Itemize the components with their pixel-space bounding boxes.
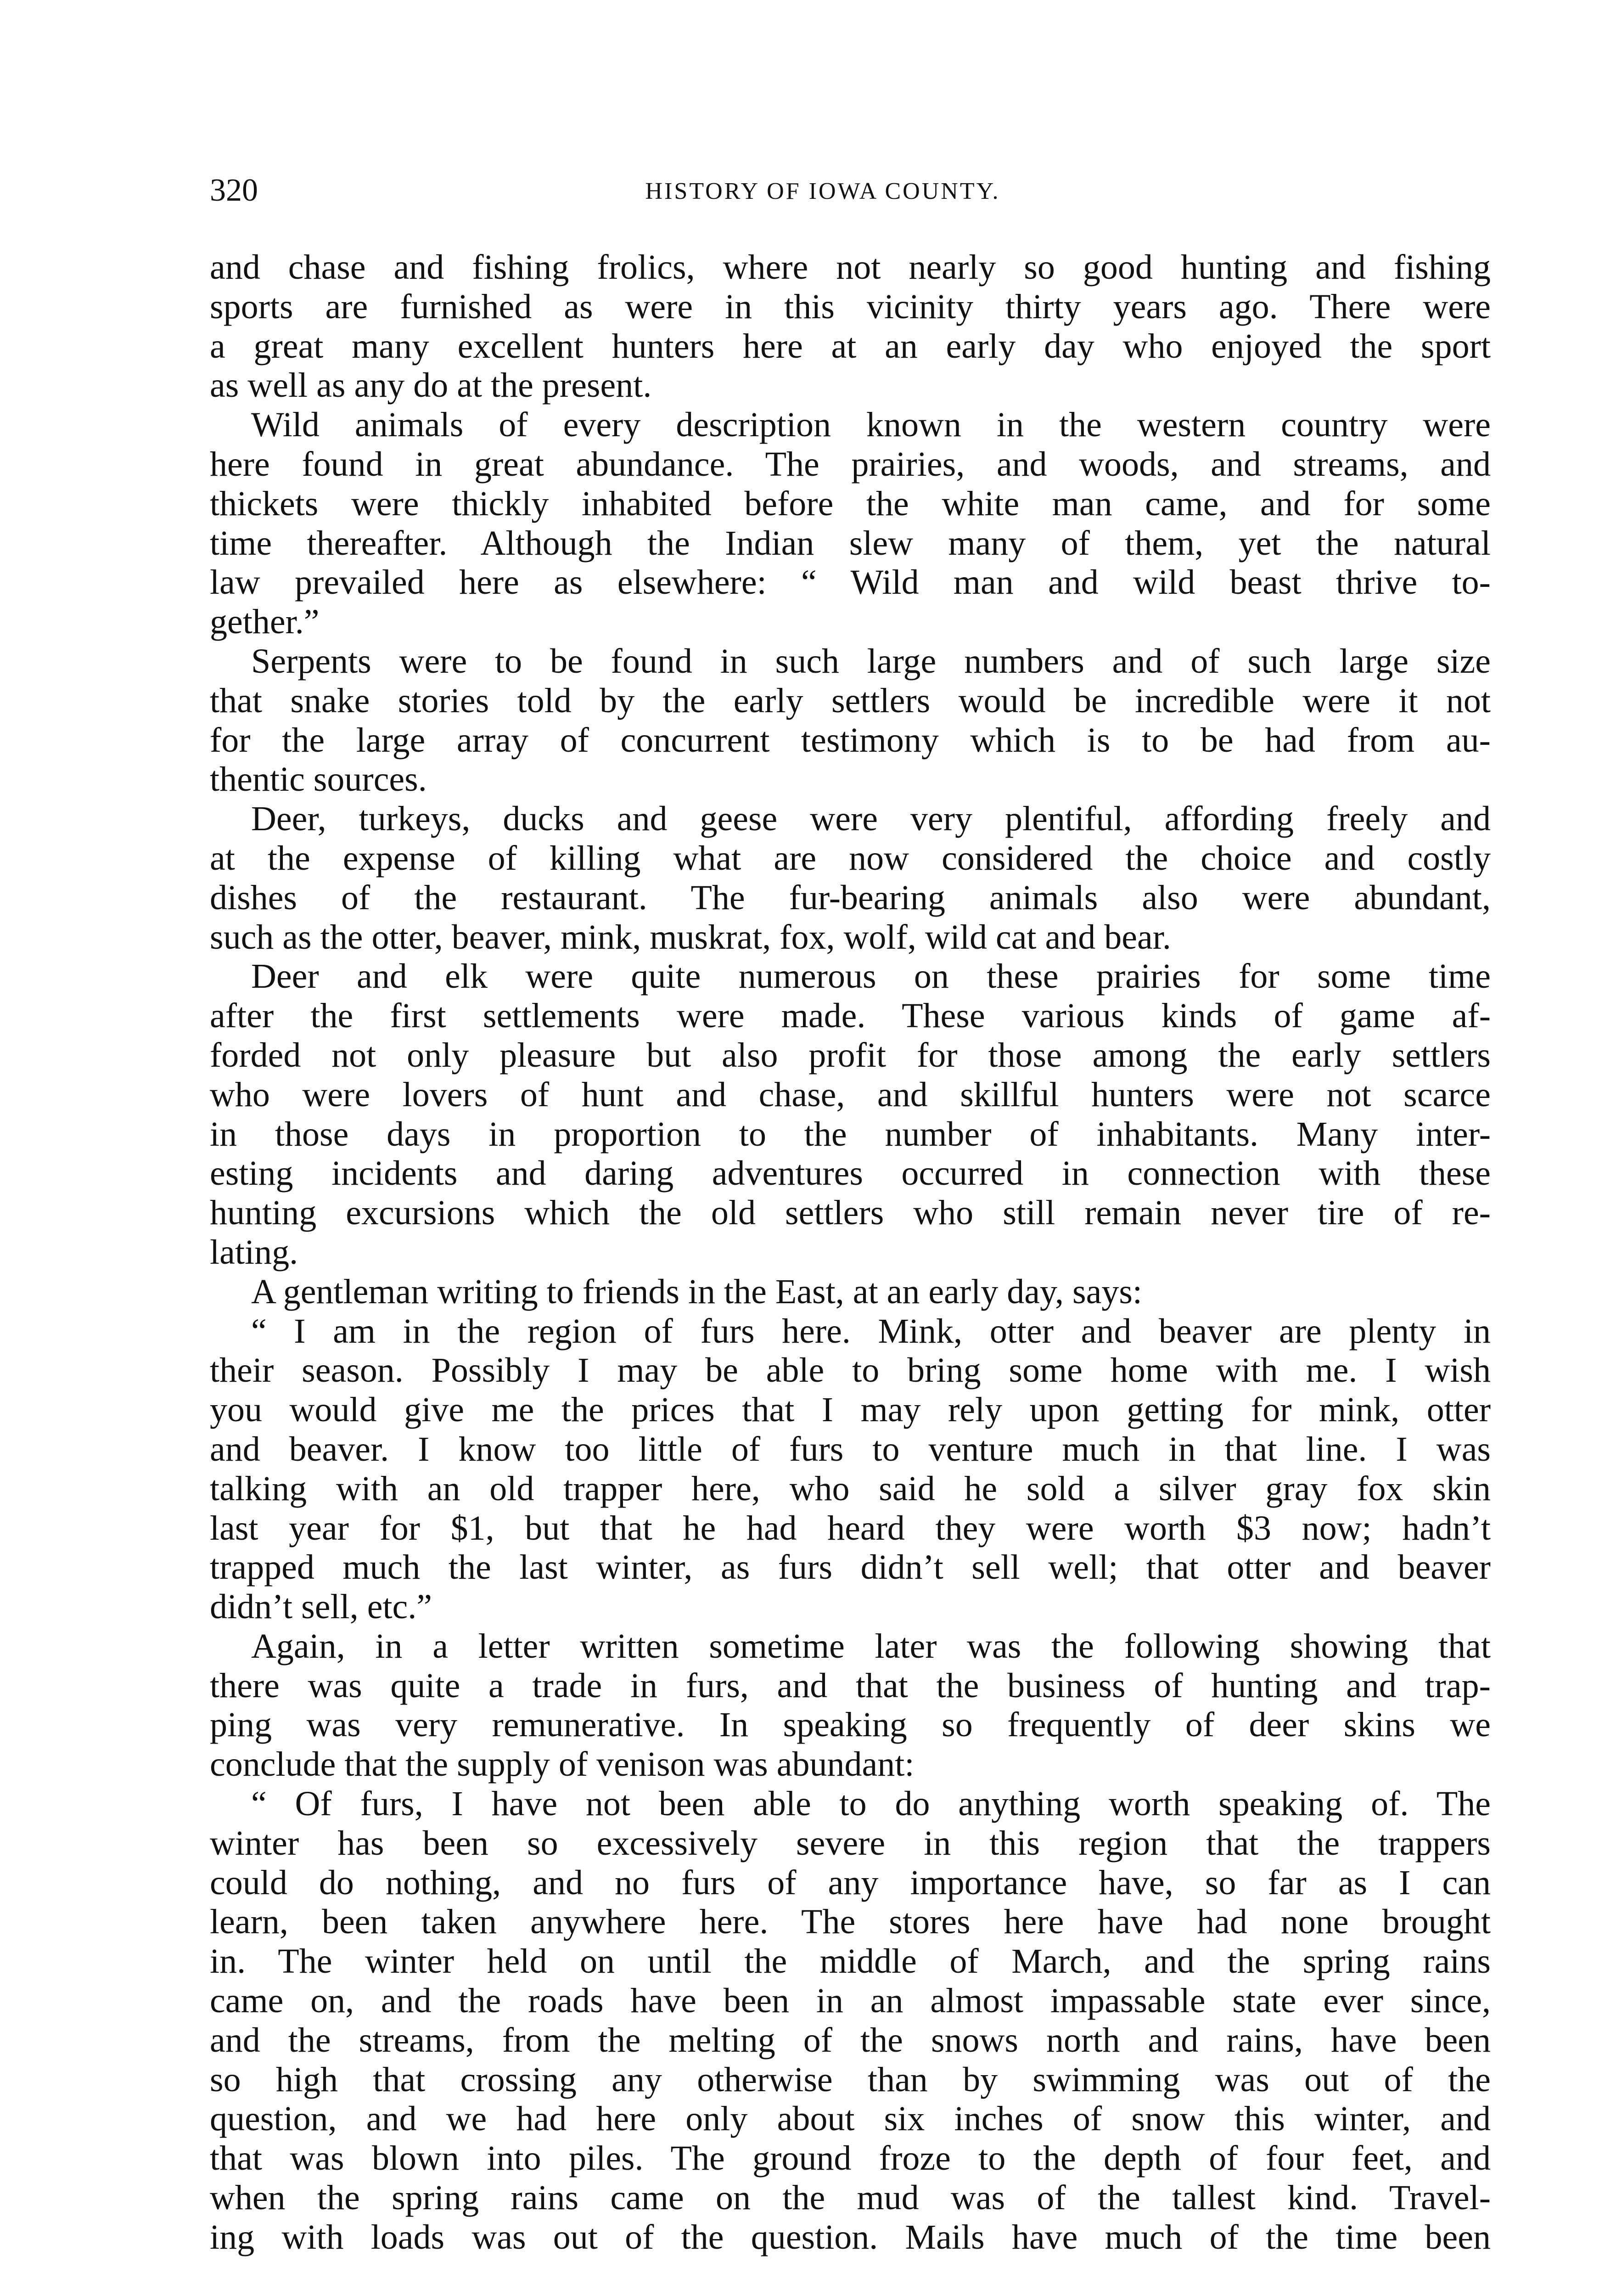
- text-line: “ I am in the region of furs here. Mink, otter and beaver are plenty in: [251, 1311, 1491, 1351]
- text-line: a great many excellent hunters here at an early day who enjoyed the sport: [210, 326, 1491, 366]
- text-line: “ Of furs, I have not been able to do anything worth speaking of. The: [251, 1784, 1491, 1823]
- text-line: law prevailed here as elsewhere: “ Wild man and wild beast thrive to-: [210, 563, 1491, 602]
- paragraph: [210, 1312, 1491, 1627]
- paragraph: [210, 799, 1491, 957]
- text-line: there was quite a trade in furs, and that the business of hunting and trap-: [210, 1666, 1491, 1705]
- text-line: dishes of the restaurant. The fur-bearing animals also were abundant,: [210, 878, 1491, 917]
- text-line: that was blown into piles. The ground froze to the depth of four feet, and: [210, 2139, 1491, 2178]
- text-line: question, and we had here only about six inches of snow this winter, and: [210, 2099, 1491, 2138]
- text-line: that snake stories told by the early settlers would be incredible were it not: [210, 681, 1491, 720]
- text-line: Deer and elk were quite numerous on these prairies for some time: [251, 957, 1491, 996]
- text-line: forded not only pleasure but also profit for those among the early settlers: [210, 1035, 1491, 1075]
- text-line: time thereafter. Although the Indian slew many of them, yet the natural: [210, 523, 1491, 563]
- text-line: thickets were thickly inhabited before the white man came, and for some: [210, 484, 1491, 523]
- running-title: HISTORY OF IOWA COUNTY.: [645, 178, 1000, 204]
- text-line: trapped much the last winter, as furs didn’t sell well; that otter and beaver: [210, 1548, 1491, 1587]
- text-line: ing with loads was out of the question. Mails have much of the time been: [210, 2217, 1491, 2257]
- text-line: lating.: [210, 1232, 298, 1272]
- text-line: hunting excursions which the old settlers who still remain never tire of re-: [210, 1193, 1491, 1232]
- text-line: when the spring rains came on the mud was of the tallest kind. Travel-: [210, 2178, 1491, 2217]
- paragraph: [210, 248, 1491, 405]
- text-line: for the large array of concurrent testimony which is to be had from au-: [210, 720, 1491, 760]
- text-line: at the expense of killing what are now considered the choice and costly: [210, 838, 1491, 878]
- text-line: learn, been taken anywhere here. The stores here have had none brought: [210, 1902, 1491, 1941]
- text-line: in. The winter held on until the middle of March, and the spring rains: [210, 1942, 1491, 1981]
- text-line: you would give me the prices that I may rely upon getting for mink, otter: [210, 1390, 1491, 1429]
- text-line: esting incidents and daring adventures occurred in connection with these: [210, 1154, 1491, 1193]
- text-line: last year for $1, but that he had heard they were worth $3 now; hadn’t: [210, 1508, 1491, 1548]
- text-line: winter has been so excessively severe in this region that the trappers: [210, 1823, 1491, 1863]
- text-line: Deer, turkeys, ducks and geese were very plentiful, affording freely and: [251, 799, 1491, 838]
- text-line: such as the otter, beaver, mink, muskrat, fox, wolf, wild cat and bear.: [210, 917, 1171, 957]
- paragraph: [210, 405, 1491, 642]
- text-line: their season. Possibly I may be able to bring some home with me. I wish: [210, 1351, 1491, 1390]
- text-line: came on, and the roads have been in an almost impassable state ever since,: [210, 1981, 1491, 2020]
- text-line: didn’t sell, etc.”: [210, 1587, 432, 1626]
- text-line: Wild animals of every description known in the western country were: [251, 405, 1491, 445]
- text-line: sports are furnished as were in this vicinity thirty years ago. There were: [210, 287, 1491, 326]
- text-line: gether.”: [210, 602, 320, 642]
- text-line: ping was very remunerative. In speaking so frequently of deer skins we: [210, 1705, 1491, 1745]
- text-line: Again, in a letter written sometime later was the following showing that: [251, 1626, 1491, 1666]
- text-line: so high that crossing any otherwise than by swimming was out of the: [210, 2060, 1491, 2099]
- text-line: could do nothing, and no furs of any importance have, so far as I can: [210, 1863, 1491, 1902]
- paragraph: [210, 957, 1491, 1272]
- running-header: [210, 172, 1491, 214]
- text-line: as well as any do at the present.: [210, 366, 652, 405]
- text-line: here found in great abundance. The prairies, and woods, and streams, and: [210, 445, 1491, 484]
- text-line: after the first settlements were made. These various kinds of game af-: [210, 996, 1491, 1035]
- text-line: in those days in proportion to the number of inhabitants. Many inter-: [210, 1114, 1491, 1154]
- text-line: talking with an old trapper here, who said he sold a silver gray fox skin: [210, 1469, 1491, 1508]
- text-line: thentic sources.: [210, 760, 427, 799]
- page-number: 320: [210, 173, 258, 208]
- text-line: A gentleman writing to friends in the East, at an early day, says:: [251, 1272, 1143, 1311]
- paragraph: [210, 1272, 1491, 1312]
- page-body-text: [210, 248, 1491, 2257]
- text-line: and the streams, from the melting of the snows north and rains, have been: [210, 2020, 1491, 2060]
- text-line: and beaver. I know too little of furs to venture much in that line. I was: [210, 1429, 1491, 1469]
- text-line: and chase and fishing frolics, where not nearly so good hunting and fishing: [210, 248, 1491, 287]
- text-line: conclude that the supply of venison was abundant:: [210, 1745, 915, 1784]
- paragraph: [210, 642, 1491, 799]
- text-line: who were lovers of hunt and chase, and skillful hunters were not scarce: [210, 1075, 1491, 1114]
- paragraph: [210, 1784, 1491, 2257]
- paragraph: [210, 1627, 1491, 1784]
- text-line: Serpents were to be found in such large numbers and of such large size: [251, 642, 1491, 681]
